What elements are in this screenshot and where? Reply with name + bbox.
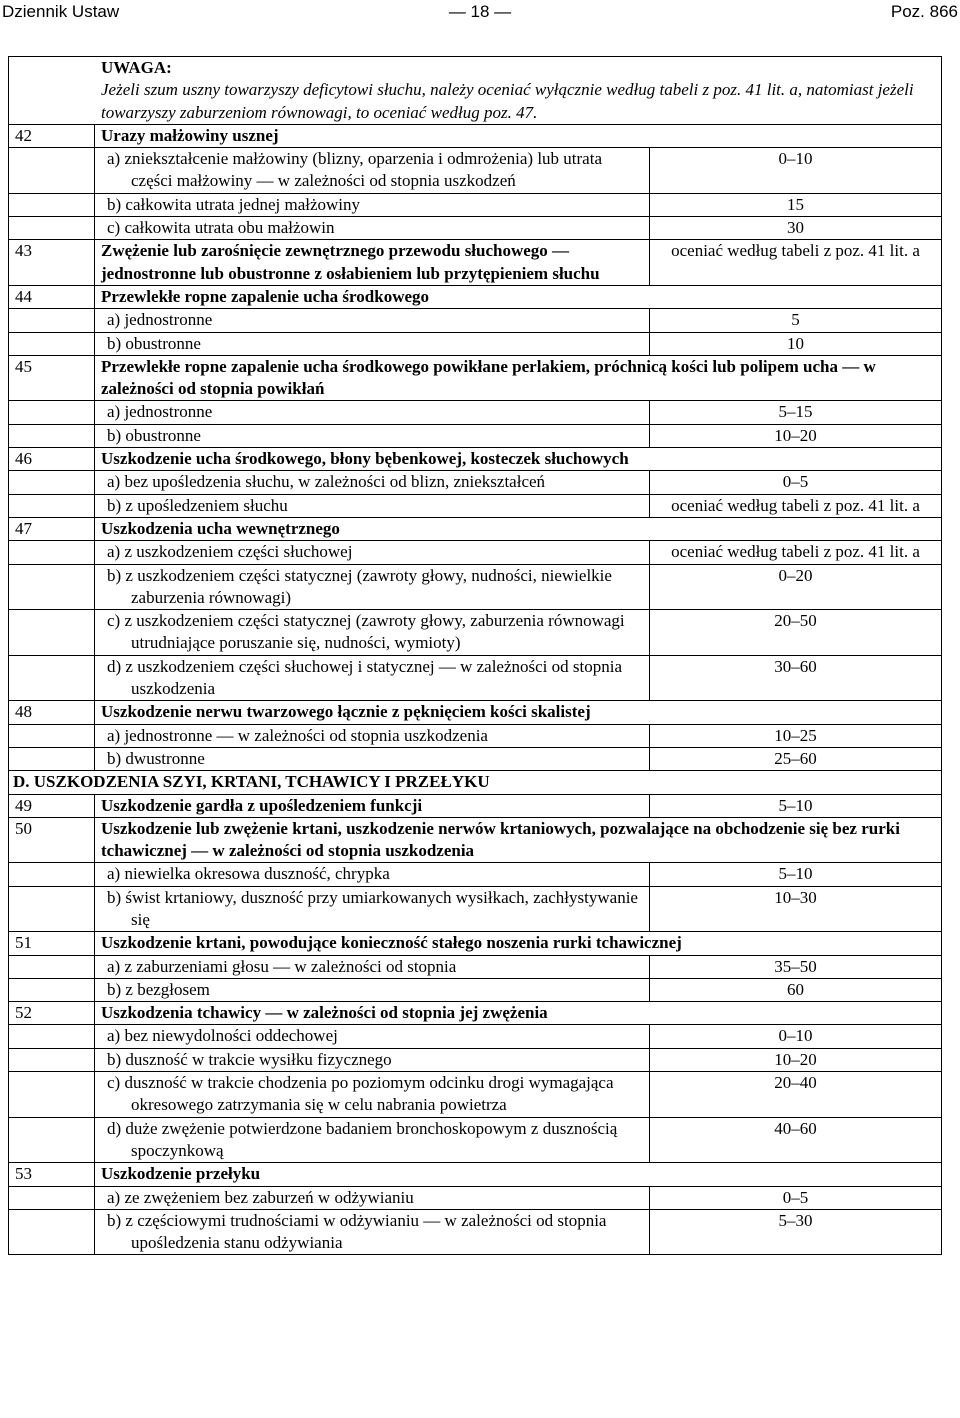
row-number-empty [9,1117,95,1163]
item-value: 0–10 [650,1025,942,1048]
item-value: 30 [650,217,942,240]
item-value: 30–60 [650,655,942,701]
row-number-empty [9,655,95,701]
item-label [95,1025,650,1048]
row-number: 45 [9,355,95,401]
row-number-empty [9,1025,95,1048]
row-number-empty [9,471,95,494]
item-label [95,955,650,978]
item-label [95,564,650,610]
item-label [95,148,650,194]
item-value: 0–20 [650,564,942,610]
table-row [9,1186,942,1209]
table-row [9,724,942,747]
item-label [95,193,650,216]
row-number-empty [9,309,95,332]
item-label-text: a) z uszkodzeniem części słuchowej [107,542,353,562]
table-row [9,1025,942,1048]
row-number-empty [9,724,95,747]
item-label [95,1048,650,1071]
table-row [9,424,942,447]
note-cell [9,57,942,125]
table-row [9,148,942,194]
table-row [9,309,942,332]
item-value: 10–25 [650,724,942,747]
row-number: 42 [9,124,95,147]
item-label-text: b) obustronne [107,425,201,445]
table-row [9,747,942,770]
row-number: 50 [9,817,95,863]
row-title: Uszkodzenie gardła z upośledzeniem funkcji [95,794,650,817]
item-label [95,332,650,355]
item-label [95,978,650,1001]
table-row [9,285,942,308]
table-row [9,401,942,424]
item-label-text: c) duszność w trakcie chodzenia po poziomym odcinku drogi wymagająca okresowego zatrzymania się w celu nabrania powietrza [107,1073,614,1115]
item-label-text: a) jednostronne — w zależności od stopnia uszkodzenia [107,725,488,745]
page-number: — 18 — [448,2,512,21]
item-label-text: a) z zaburzeniami głosu — w zależności od stopnia [107,956,457,976]
row-title: Uszkodzenie ucha środkowego, błony bębenkowej, kosteczek słuchowych [95,448,942,471]
row-number-empty [9,193,95,216]
item-label-text: d) duże zwężenie potwierdzone badaniem bronchoskopowym z dusznością spoczynkową [107,1118,618,1160]
item-value: 5–15 [650,401,942,424]
item-label-text: b) dwustronne [107,748,205,768]
item-label [95,309,650,332]
item-value: 0–5 [650,1186,942,1209]
page-header [0,0,960,26]
item-value: 5–30 [650,1209,942,1255]
table-row [9,1048,942,1071]
row-title: Uszkodzenie nerwu twarzowego łącznie z pęknięciem kości skalistej [95,701,942,724]
row-title: Zwężenie lub zarośnięcie zewnętrznego przewodu słuchowego — jednostronne lub obustronne z osłabieniem lub przytępieniem słuchu [95,240,650,286]
table-row [9,541,942,564]
row-number-empty [9,747,95,770]
row-number-empty [9,332,95,355]
item-label [95,863,650,886]
table-row [9,494,942,517]
row-number-empty [9,610,95,656]
item-label [95,471,650,494]
item-label-text: a) jednostronne [107,310,213,330]
row-title: Uszkodzenie lub zwężenie krtani, uszkodzenie nerwów krtaniowych, pozwalające na obchodzenie się bez rurki tchawicznej — w zależności od stopnia uszkodzenia [95,817,942,863]
row-number-empty [9,401,95,424]
item-label-text: b) świst krtaniowy, duszność przy umiarkowanych wysiłkach, zachłystywanie się [107,887,638,929]
item-label [95,1117,650,1163]
table-row [9,517,942,540]
row-title: Uszkodzenia tchawicy — w zależności od stopnia jej zwężenia [95,1002,942,1025]
item-label-text: c) z uszkodzeniem części statycznej (zawroty głowy, zaburzenia równowagi utrudniające poruszanie się, nudności, wymioty) [107,611,625,653]
item-value: 10–20 [650,424,942,447]
table-row [9,817,942,863]
item-label [95,541,650,564]
row-number-empty [9,148,95,194]
row-number-empty [9,217,95,240]
item-label-text: b) z bezgłosem [107,979,210,999]
item-value: oceniać według tabeli z poz. 41 lit. a [650,541,942,564]
table-row [9,863,942,886]
table-row [9,471,942,494]
note-text: Jeżeli szum uszny towarzyszy deficytowi słuchu, należy oceniać wyłącznie według tabeli z poz. 41 lit. a, natomiast jeżeli towarzyszy zaburzeniom równowagi, to oceniać według poz. 47. [101,80,914,122]
row-number-empty [9,955,95,978]
item-label-text: a) jednostronne [107,402,213,422]
item-label-text: b) obustronne [107,333,201,353]
row-number-empty [9,541,95,564]
item-value: 0–5 [650,471,942,494]
row-number-empty [9,494,95,517]
row-number: 53 [9,1163,95,1186]
item-label-text: a) ze zwężeniem bez zaburzeń w odżywianiu [107,1187,414,1207]
table-row [9,217,942,240]
item-label-text: c) całkowita utrata obu małżowin [107,218,335,238]
row-number: 46 [9,448,95,471]
item-label-text: a) bez niewydolności oddechowej [107,1026,338,1046]
item-value: oceniać według tabeli z poz. 41 lit. a [650,494,942,517]
row-number-empty [9,424,95,447]
item-label-text: a) niewielka okresowa duszność, chrypka [107,864,390,884]
item-value: 5 [650,309,942,332]
item-value: 10–20 [650,1048,942,1071]
row-number: 51 [9,932,95,955]
table-row [9,1163,942,1186]
row-title: Przewlekłe ropne zapalenie ucha środkowego powikłane perlakiem, próchnicą kości lub polipem ucha — w zależności od stopnia powikłań [95,355,942,401]
item-value: 40–60 [650,1117,942,1163]
table-row [9,124,942,147]
table-row [9,655,942,701]
row-number-empty [9,1072,95,1118]
section-heading: D. USZKODZENIA SZYI, KRTANI, TCHAWICY I PRZEŁYKU [9,771,942,794]
item-label [95,1186,650,1209]
row-title: Uszkodzenie krtani, powodujące konieczność stałego noszenia rurki tchawicznej [95,932,942,955]
table-row [9,355,942,401]
row-number: 43 [9,240,95,286]
table-row [9,57,942,125]
note-title: UWAGA: [101,58,172,77]
row-number: 48 [9,701,95,724]
table-row [9,932,942,955]
row-number: 47 [9,517,95,540]
item-value: 25–60 [650,747,942,770]
item-value: 15 [650,193,942,216]
item-label [95,1209,650,1255]
item-label-text: b) całkowita utrata jednej małżowiny [107,194,361,214]
table-row [9,1209,942,1255]
table-row [9,955,942,978]
item-label-text: a) zniekształcenie małżowiny (blizny, oparzenia i odmrożenia) lub utrata części małżowiny — w zależności od stopnia uszkodzeń [107,149,602,191]
item-value: 5–10 [650,863,942,886]
journal-name: Dziennik Ustaw [2,2,120,21]
row-number: 44 [9,285,95,308]
item-label [95,424,650,447]
row-number-empty [9,886,95,932]
row-number-empty [9,1186,95,1209]
row-title: Uszkodzenie przełyku [95,1163,942,1186]
item-value: 20–40 [650,1072,942,1118]
table-row [9,448,942,471]
table-row [9,978,942,1001]
item-label [95,401,650,424]
row-value: oceniać według tabeli z poz. 41 lit. a [650,240,942,286]
item-label-text: b) duszność w trakcie wysiłku fizycznego [107,1049,392,1069]
item-value: 10 [650,332,942,355]
table-row [9,771,942,794]
row-number-empty [9,978,95,1001]
item-label [95,655,650,701]
item-label-text: a) bez upośledzenia słuchu, w zależności od blizn, zniekształceń [107,472,546,492]
row-number-empty [9,1048,95,1071]
table-row [9,794,942,817]
table-row [9,332,942,355]
item-value: 35–50 [650,955,942,978]
table-row [9,1117,942,1163]
row-value: 5–10 [650,794,942,817]
item-value: 0–10 [650,148,942,194]
table-row [9,193,942,216]
row-title: Przewlekłe ropne zapalenie ucha środkowego [95,285,942,308]
item-label-text: b) z uszkodzeniem części statycznej (zawroty głowy, nudności, niewielkie zaburzenia równowagi) [107,565,612,607]
table-row [9,564,942,610]
item-value: 60 [650,978,942,1001]
item-label-text: d) z uszkodzeniem części słuchowej i statycznej — w zależności od stopnia uszkodzenia [107,656,623,699]
row-number-empty [9,1209,95,1255]
item-label [95,747,650,770]
row-number-empty [9,564,95,610]
item-label-text: b) z upośledzeniem słuchu [107,495,288,515]
item-label [95,724,650,747]
item-label [95,1072,650,1118]
table-row [9,886,942,932]
table-row [9,610,942,656]
disability-table [8,56,942,1255]
item-label [95,610,650,656]
item-label [95,886,650,932]
table-row [9,1002,942,1025]
row-title: Urazy małżowiny usznej [95,124,942,147]
table-row [9,1072,942,1118]
row-title: Uszkodzenia ucha wewnętrznego [95,517,942,540]
row-number-empty [9,863,95,886]
item-value: 20–50 [650,610,942,656]
position-number: Poz. 866 [890,2,958,21]
table-row [9,701,942,724]
table-row [9,240,942,286]
item-label [95,217,650,240]
item-label-text: b) z częściowymi trudnościami w odżywianiu — w zależności od stopnia upośledzenia stanu odżywiania [107,1210,607,1253]
item-value: 10–30 [650,886,942,932]
row-number: 49 [9,794,95,817]
row-number: 52 [9,1002,95,1025]
item-label [95,494,650,517]
